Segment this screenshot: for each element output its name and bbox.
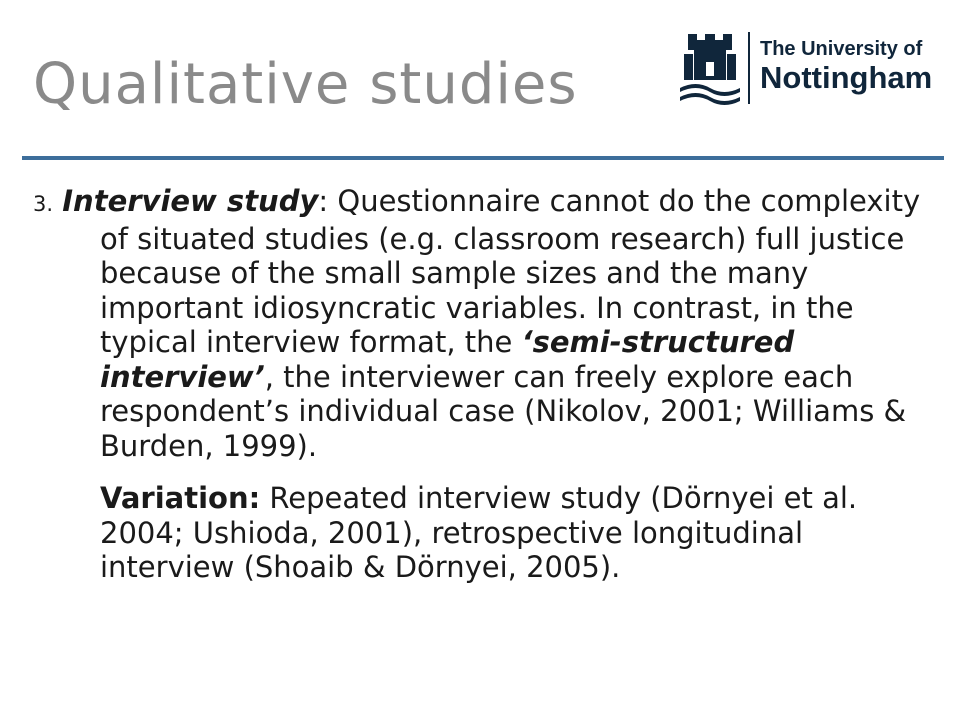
variation-label: Variation: [100, 481, 261, 515]
item-number: 3. [33, 192, 54, 216]
item-text-2: , the interviewer can freely explore each respondent’s individual case (Nikolov, 2001; Williams & Burden, 1999). [100, 359, 907, 463]
item-term-2: ‘semi-structured interview’ [100, 325, 795, 394]
variation-paragraph [33, 481, 933, 585]
variation-text: Repeated interview study (Dörnyei et al. 2004; Ushioda, 2001), retrospective longitudinal interview (Shoaib & Dörnyei, 2005). [100, 481, 858, 584]
slide-title: Qualitative studies [33, 52, 578, 117]
logo-line-1: The University of [760, 38, 923, 60]
slide-body [33, 184, 933, 585]
item-text-1: Questionnaire cannot do the complexity of situated studies (e.g. classroom research) full justice because of the small sample sizes and the many important idiosyncratic variables. In contrast, in the typical interview format, the [100, 184, 921, 359]
university-logo-text [760, 38, 932, 96]
item-colon: : [318, 184, 329, 218]
item-term: Interview study [62, 184, 319, 218]
logo-line-2: Nottingham [760, 60, 933, 95]
title-divider [22, 156, 944, 160]
interview-study-paragraph [33, 184, 933, 463]
